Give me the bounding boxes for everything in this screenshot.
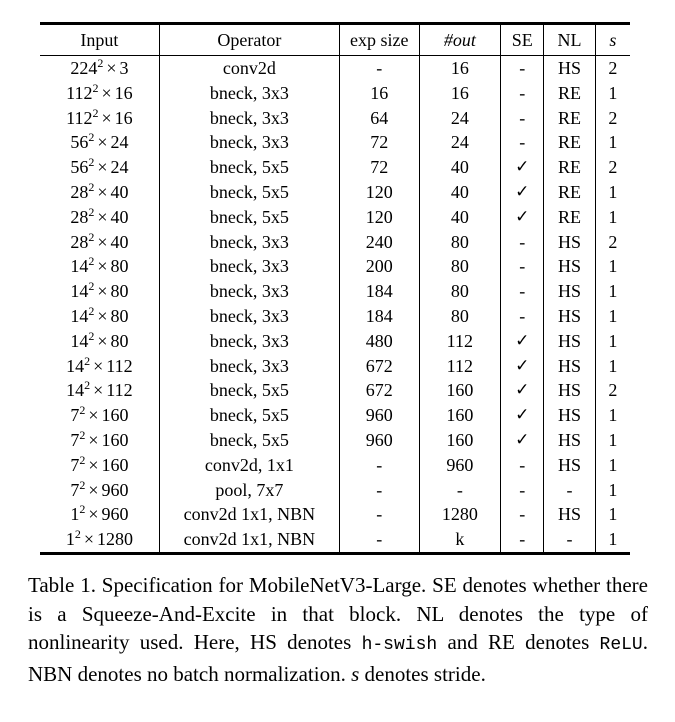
cell-out: 40 [419, 205, 501, 230]
cell-input [40, 478, 159, 503]
times-symbol: × [97, 157, 108, 178]
cell-stride: 1 [608, 305, 618, 326]
cell-stride: 1 [608, 206, 618, 227]
cell-exp-size: 672 [340, 378, 420, 403]
cell-operator: bneck, 3x3 [159, 130, 339, 155]
cell-nl: - [544, 478, 595, 503]
cell-exp-size: 72 [340, 130, 420, 155]
table-row [40, 180, 630, 205]
cell-out: 24 [419, 130, 501, 155]
caption-text-4: denotes stride. [359, 661, 486, 686]
cell-exp-size: - [340, 502, 420, 527]
cell-se: - [501, 230, 544, 255]
cell-operator: conv2d, 1x1 [159, 453, 339, 478]
times-symbol: × [93, 380, 104, 401]
input-channels: 960 [101, 504, 129, 525]
input-channels: 80 [110, 305, 129, 326]
input-channels: 112 [106, 355, 133, 376]
input-channels: 160 [101, 405, 129, 426]
cell-operator: bneck, 5x5 [159, 205, 339, 230]
cell-operator: conv2d [159, 56, 339, 81]
cell-out: 16 [419, 56, 501, 81]
header-out: #out [419, 24, 501, 56]
cell-nl: RE [544, 81, 595, 106]
cell-operator: bneck, 5x5 [159, 403, 339, 428]
caption-hswish: h-swish [361, 635, 438, 655]
cell-stride: 2 [608, 157, 618, 178]
times-symbol: × [97, 256, 108, 277]
cell-input [40, 130, 159, 155]
input-spatial: 28 [70, 181, 89, 202]
input-spatial: 56 [70, 157, 89, 178]
cell-stride: 1 [608, 181, 618, 202]
cell-stride: 1 [608, 355, 618, 376]
cell-exp-size: 120 [340, 205, 420, 230]
table-row [40, 230, 630, 255]
caption-text-2: and RE denotes [437, 630, 600, 654]
cell-input [40, 81, 159, 106]
cell-out: 80 [419, 304, 501, 329]
cell-stride: 1 [608, 330, 618, 351]
input-spatial: 56 [70, 132, 89, 153]
input-channels: 80 [110, 330, 129, 351]
cell-exp-size: 480 [340, 329, 420, 354]
input-exponent: 2 [88, 204, 95, 219]
cell-nl: HS [544, 354, 595, 379]
input-spatial: 1 [70, 504, 80, 525]
input-exponent: 2 [88, 254, 95, 269]
cell-out: 112 [419, 354, 501, 379]
cell-exp-size: 72 [340, 155, 420, 180]
table-row [40, 130, 630, 155]
checkmark-icon: ✓ [501, 403, 544, 428]
cell-input [40, 453, 159, 478]
cell-out: 112 [419, 329, 501, 354]
cell-out: 40 [419, 155, 501, 180]
checkmark-icon: ✓ [501, 428, 544, 453]
input-exponent: 2 [88, 328, 95, 343]
header-exp-size: exp size [340, 24, 420, 56]
cell-input [40, 180, 159, 205]
caption-relu: ReLU [599, 635, 643, 655]
table-row [40, 329, 630, 354]
input-spatial: 14 [70, 256, 89, 277]
times-symbol: × [101, 82, 112, 103]
caption-text-1: Table 1. Specification for MobileNetV3-Large. SE denotes whether there is a Squeeze-And-Excite in that block. NL denotes the type of nonlinearity used. Here, HS denotes [28, 573, 648, 654]
input-exponent: 2 [79, 502, 86, 517]
spec-table-container [40, 22, 630, 555]
checkmark-icon: ✓ [501, 329, 544, 354]
checkmark-icon: ✓ [501, 180, 544, 205]
input-spatial: 14 [70, 330, 89, 351]
cell-stride: 1 [608, 454, 618, 475]
input-spatial: 28 [70, 231, 89, 252]
cell-input [40, 106, 159, 131]
times-symbol: × [101, 107, 112, 128]
table-row [40, 403, 630, 428]
header-stride: s [595, 24, 630, 56]
input-spatial: 14 [70, 281, 89, 302]
cell-stride: 1 [608, 479, 618, 500]
times-symbol: × [93, 355, 104, 376]
cell-nl: HS [544, 304, 595, 329]
table-row [40, 155, 630, 180]
table-row [40, 354, 630, 379]
caption-s: s [351, 661, 360, 686]
cell-nl: - [544, 527, 595, 553]
cell-input [40, 403, 159, 428]
cell-exp-size: 960 [340, 403, 420, 428]
input-spatial: 14 [70, 305, 89, 326]
cell-out: 160 [419, 428, 501, 453]
table-row [40, 304, 630, 329]
input-exponent: 2 [88, 229, 95, 244]
cell-out: 80 [419, 230, 501, 255]
table-row [40, 527, 630, 553]
cell-out: 160 [419, 403, 501, 428]
table-row [40, 428, 630, 453]
cell-se: - [501, 527, 544, 553]
input-channels: 160 [101, 454, 129, 475]
input-channels: 80 [110, 256, 129, 277]
cell-stride: 1 [608, 281, 618, 302]
cell-operator: bneck, 3x3 [159, 254, 339, 279]
cell-operator: bneck, 3x3 [159, 304, 339, 329]
table-row [40, 478, 630, 503]
input-exponent: 2 [84, 378, 91, 393]
table-row [40, 81, 630, 106]
times-symbol: × [97, 181, 108, 202]
times-symbol: × [88, 454, 99, 475]
cell-stride: 2 [608, 107, 618, 128]
input-exponent: 2 [92, 105, 99, 120]
header-se: SE [501, 24, 544, 56]
times-symbol: × [88, 429, 99, 450]
input-exponent: 2 [88, 279, 95, 294]
cell-operator: bneck, 5x5 [159, 378, 339, 403]
cell-input [40, 329, 159, 354]
cell-input [40, 205, 159, 230]
times-symbol: × [97, 330, 108, 351]
cell-nl: HS [544, 329, 595, 354]
input-channels: 40 [110, 231, 129, 252]
table-row [40, 502, 630, 527]
cell-operator: bneck, 3x3 [159, 230, 339, 255]
cell-exp-size: 16 [340, 81, 420, 106]
cell-se: - [501, 56, 544, 81]
cell-exp-size: 200 [340, 254, 420, 279]
cell-input [40, 230, 159, 255]
input-exponent: 2 [88, 179, 95, 194]
input-exponent: 2 [79, 452, 86, 467]
input-spatial: 1 [65, 529, 75, 550]
cell-nl: HS [544, 230, 595, 255]
cell-nl: HS [544, 428, 595, 453]
input-channels: 40 [110, 206, 129, 227]
cell-stride: 2 [608, 380, 618, 401]
cell-input [40, 155, 159, 180]
input-exponent: 2 [88, 155, 95, 170]
times-symbol: × [97, 132, 108, 153]
cell-se: - [501, 106, 544, 131]
cell-nl: HS [544, 56, 595, 81]
cell-stride: 1 [608, 132, 618, 153]
cell-se: - [501, 130, 544, 155]
cell-input [40, 56, 159, 81]
input-spatial: 7 [70, 454, 80, 475]
cell-exp-size: - [340, 56, 420, 81]
cell-out: - [419, 478, 501, 503]
input-channels: 960 [101, 479, 129, 500]
input-spatial: 112 [66, 82, 93, 103]
cell-input [40, 428, 159, 453]
cell-operator: bneck, 3x3 [159, 106, 339, 131]
input-channels: 160 [101, 429, 129, 450]
table-row [40, 279, 630, 304]
times-symbol: × [97, 305, 108, 326]
times-symbol: × [88, 479, 99, 500]
caption-text-3: . NBN denotes no batch normalization. [28, 630, 648, 686]
cell-out: 960 [419, 453, 501, 478]
cell-operator: conv2d 1x1, NBN [159, 502, 339, 527]
cell-nl: HS [544, 403, 595, 428]
cell-stride: 1 [608, 256, 618, 277]
cell-nl: HS [544, 502, 595, 527]
input-spatial: 7 [70, 405, 80, 426]
input-exponent: 2 [79, 477, 86, 492]
times-symbol: × [88, 405, 99, 426]
cell-out: 160 [419, 378, 501, 403]
cell-nl: HS [544, 378, 595, 403]
input-spatial: 224 [70, 58, 98, 78]
input-channels: 16 [114, 82, 133, 103]
cell-stride: 1 [608, 504, 618, 525]
table-row [40, 453, 630, 478]
cell-exp-size: 64 [340, 106, 420, 131]
table-row [40, 254, 630, 279]
cell-nl: HS [544, 279, 595, 304]
cell-out: 80 [419, 254, 501, 279]
cell-exp-size: 120 [340, 180, 420, 205]
cell-out: 24 [419, 106, 501, 131]
cell-input [40, 378, 159, 403]
cell-nl: RE [544, 106, 595, 131]
input-channels: 3 [119, 58, 129, 78]
input-channels: 112 [106, 380, 133, 401]
cell-se: - [501, 478, 544, 503]
cell-nl: HS [544, 254, 595, 279]
cell-nl: RE [544, 130, 595, 155]
input-spatial: 7 [70, 479, 80, 500]
cell-exp-size: - [340, 527, 420, 553]
input-spatial: 112 [66, 107, 93, 128]
cell-se: - [501, 502, 544, 527]
input-spatial: 14 [66, 380, 85, 401]
cell-se: - [501, 453, 544, 478]
input-channels: 24 [110, 132, 129, 153]
cell-out: k [419, 527, 501, 553]
cell-stride: 1 [608, 529, 618, 550]
cell-exp-size: 960 [340, 428, 420, 453]
cell-exp-size: - [340, 478, 420, 503]
cell-stride: 2 [608, 58, 618, 78]
cell-operator: bneck, 5x5 [159, 180, 339, 205]
times-symbol: × [106, 58, 117, 78]
cell-nl: RE [544, 180, 595, 205]
input-exponent: 2 [88, 303, 95, 318]
cell-input [40, 254, 159, 279]
input-channels: 40 [110, 181, 129, 202]
cell-nl: RE [544, 155, 595, 180]
cell-input [40, 527, 159, 553]
checkmark-icon: ✓ [501, 378, 544, 403]
cell-operator: bneck, 3x3 [159, 354, 339, 379]
table-row [40, 56, 630, 81]
times-symbol: × [83, 529, 94, 550]
cell-operator: bneck, 3x3 [159, 329, 339, 354]
times-symbol: × [88, 504, 99, 525]
cell-nl: HS [544, 453, 595, 478]
times-symbol: × [97, 206, 108, 227]
input-exponent: 2 [79, 403, 86, 418]
input-exponent: 2 [92, 80, 99, 95]
cell-exp-size: 184 [340, 304, 420, 329]
cell-se: - [501, 81, 544, 106]
input-spatial: 28 [70, 206, 89, 227]
table-body [40, 56, 630, 554]
cell-stride: 2 [608, 231, 618, 252]
times-symbol: × [97, 231, 108, 252]
cell-input [40, 279, 159, 304]
cell-stride: 1 [608, 405, 618, 426]
input-exponent: 2 [97, 56, 104, 70]
input-exponent: 2 [79, 427, 86, 442]
cell-se: - [501, 279, 544, 304]
table-caption [28, 571, 648, 688]
cell-operator: bneck, 3x3 [159, 81, 339, 106]
header-nl: NL [544, 24, 595, 56]
checkmark-icon: ✓ [501, 354, 544, 379]
table-row [40, 106, 630, 131]
input-channels: 24 [110, 157, 129, 178]
cell-out: 16 [419, 81, 501, 106]
cell-exp-size: 672 [340, 354, 420, 379]
input-spatial: 7 [70, 429, 80, 450]
cell-operator: bneck, 5x5 [159, 155, 339, 180]
input-channels: 16 [114, 107, 133, 128]
spec-table [40, 22, 630, 555]
input-channels: 1280 [96, 529, 133, 550]
cell-exp-size: 184 [340, 279, 420, 304]
header-input: Input [40, 24, 159, 56]
checkmark-icon: ✓ [501, 155, 544, 180]
input-exponent: 2 [74, 527, 81, 542]
input-spatial: 14 [66, 355, 85, 376]
cell-operator: bneck, 3x3 [159, 279, 339, 304]
times-symbol: × [97, 281, 108, 302]
header-operator: Operator [159, 24, 339, 56]
cell-input [40, 502, 159, 527]
cell-nl: RE [544, 205, 595, 230]
checkmark-icon: ✓ [501, 205, 544, 230]
cell-input [40, 304, 159, 329]
cell-stride: 1 [608, 82, 618, 103]
cell-out: 1280 [419, 502, 501, 527]
table-row [40, 205, 630, 230]
input-channels: 80 [110, 281, 129, 302]
table-header-row [40, 24, 630, 56]
cell-operator: pool, 7x7 [159, 478, 339, 503]
cell-exp-size: 240 [340, 230, 420, 255]
cell-exp-size: - [340, 453, 420, 478]
cell-input [40, 354, 159, 379]
cell-operator: bneck, 5x5 [159, 428, 339, 453]
cell-se: - [501, 254, 544, 279]
cell-operator: conv2d 1x1, NBN [159, 527, 339, 553]
cell-out: 40 [419, 180, 501, 205]
cell-out: 80 [419, 279, 501, 304]
cell-se: - [501, 304, 544, 329]
input-exponent: 2 [88, 130, 95, 145]
cell-stride: 1 [608, 429, 618, 450]
input-exponent: 2 [84, 353, 91, 368]
table-row [40, 378, 630, 403]
